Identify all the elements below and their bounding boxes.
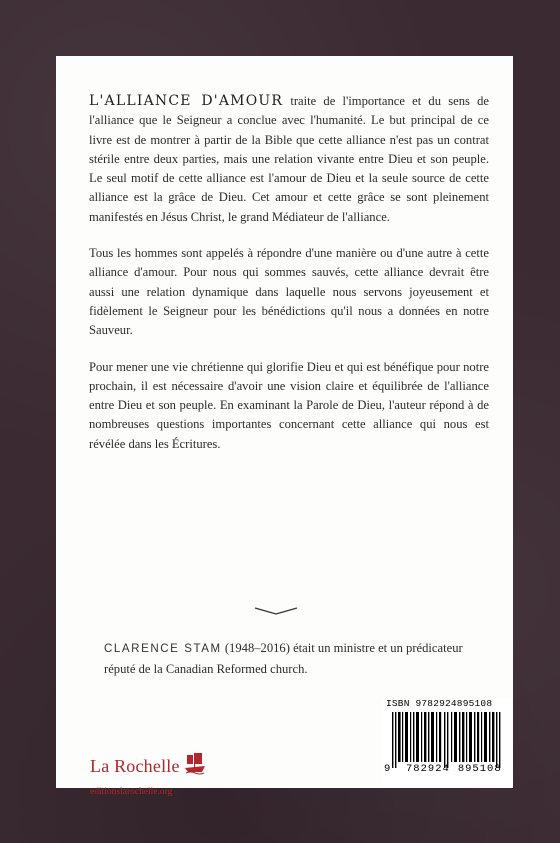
paragraph-text: Tous les hommes sont appelés à répondre d'une manière ou d'une autre à cette alliance d'amour. Pour nous qui sommes sauvés, cette alliance devrait être aussi une relation dynamique dans laquelle nous servons joyeusement et fidèlement le Seigneur pour les bénédictions qu'il nous a données en notre Sauveur. — [89, 246, 489, 338]
publisher-block — [90, 756, 205, 797]
isbn-label: ISBN 9782924895108 — [386, 698, 493, 709]
blurb-paragraph-1 — [89, 92, 489, 227]
paragraph-text: Pour mener une vie chrétienne qui glorifie Dieu et qui est bénéfique pour notre prochain, il est nécessaire d'avoir une vision claire et équilibrée de l'alliance entre Dieu et son peuple. En examinant la Parole de Dieu, l'auteur répond à de nombreuses questions importantes concernant cette alliance qui nous est révélée dans les Écritures. — [89, 359, 489, 451]
paragraph-text: traite de l'importance et du sens de l'alliance que le Seigneur a conclue avec l'humanité. Le but principal de ce livre est de montrer à partir de la Bible que cette alliance n'est pas un contrat stérile entre deux parties, mais une relation vivante entre Dieu et son peuple. Le seul motif de cette alliance est l'amour de Dieu et la seule source de cette alliance est la grâce de Dieu. Cet amour et cette grâce se sont pleinement manifestés en Jésus Christ, le grand Médiateur de l'alliance. — [89, 94, 490, 224]
content-panel — [56, 56, 513, 797]
publisher-url: editionslarochelle.org — [90, 787, 173, 797]
chevron-divider-icon — [254, 606, 298, 616]
isbn-barcode — [382, 699, 512, 785]
barcode-bars-icon — [384, 712, 510, 770]
barcode-digit-prefix: 9 — [384, 763, 391, 775]
ship-logo-icon — [185, 753, 205, 775]
barcode-digits-left: 782924 — [406, 763, 450, 775]
blurb — [89, 92, 489, 471]
blurb-paragraph-2 — [89, 244, 489, 340]
blurb-paragraph-3 — [89, 358, 489, 454]
book-title-lead: L'ALLIANCE D'AMOUR — [89, 93, 284, 109]
publisher-name: La Rochelle — [90, 756, 180, 776]
author-bio-text: (1948–2016) était un ministre et un prédicateur réputé de la Canadian Reformed church. — [104, 641, 463, 676]
barcode-digits-right: 895108 — [457, 763, 502, 775]
author-bio — [104, 638, 484, 679]
barcode-digits — [382, 763, 512, 775]
author-name: CLARENCE STAM — [104, 643, 222, 655]
